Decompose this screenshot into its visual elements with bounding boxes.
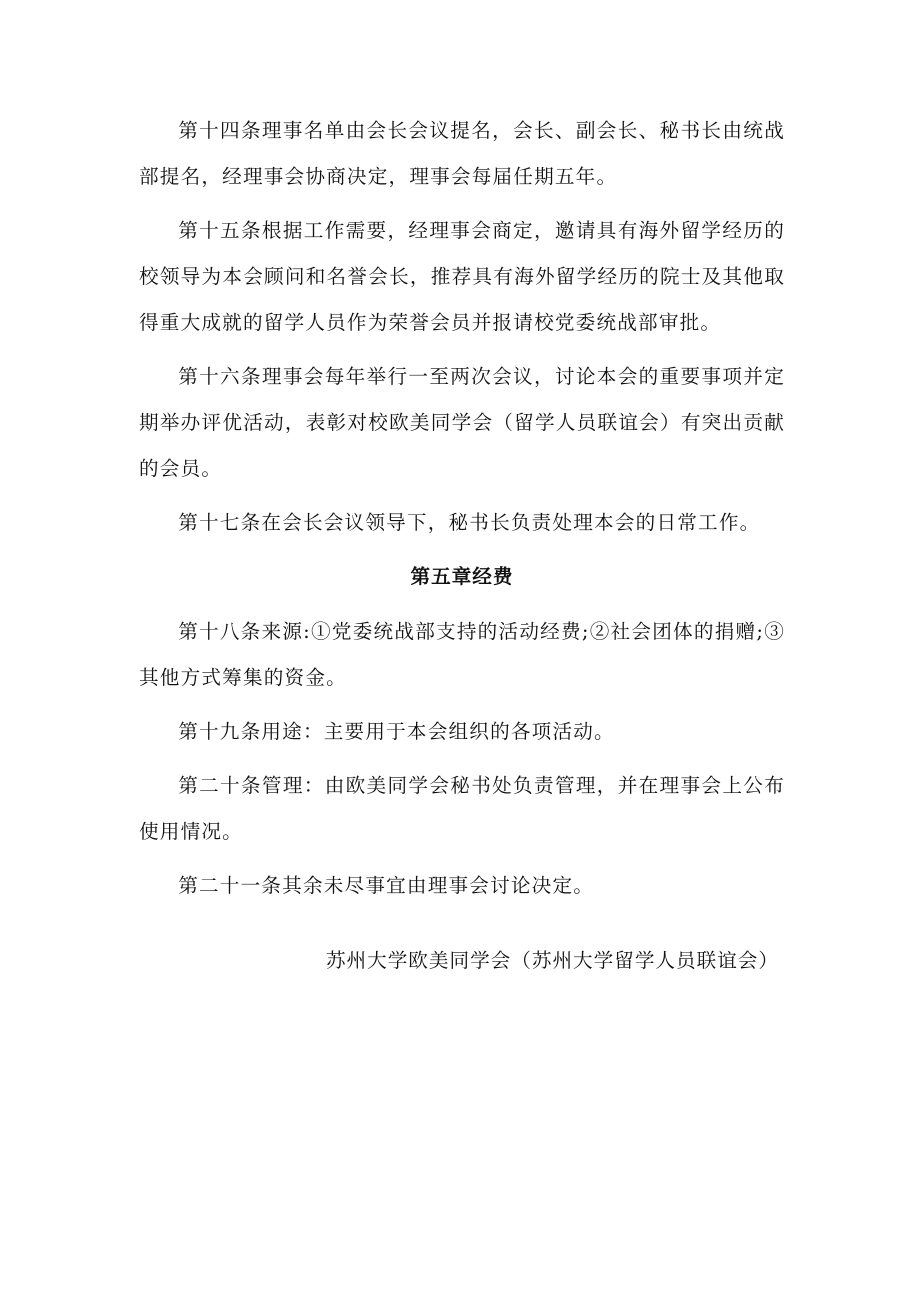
article-16: 第十六条理事会每年举行一至两次会议，讨论本会的重要事项并定期举办评优活动，表彰对校欧美同学会（留学人员联谊会）有突出贡献的会员。 bbox=[139, 365, 785, 480]
article-21: 第二十一条其余未尽事宜由理事会讨论决定。 bbox=[178, 874, 595, 897]
chapter-title: 第五章经费 bbox=[410, 565, 514, 588]
article-14: 第十四条理事名单由会长会议提名，会长、副会长、秘书长由统战部提名，经理事会协商决定，理事会每届任期五年。 bbox=[139, 119, 785, 188]
document-body bbox=[139, 108, 785, 917]
article-18: 第十八条来源:①党委统战部支持的活动经费;②社会团体的捐赠;③其他方式筹集的资金。 bbox=[139, 620, 785, 689]
article-19: 第十九条用途：主要用于本会组织的各项活动。 bbox=[178, 720, 615, 743]
article-17: 第十七条在会长会议领导下，秘书长负责处理本会的日常工作。 bbox=[178, 511, 761, 534]
organization-signature: 苏州大学欧美同学会（苏州大学留学人员联谊会） bbox=[325, 949, 779, 972]
article-20: 第二十条管理：由欧美同学会秘书处负责管理，并在理事会上公布使用情况。 bbox=[139, 774, 785, 843]
article-15: 第十五条根据工作需要，经理事会商定，邀请具有海外留学经历的校领导为本会顾问和名誉会长，推荐具有海外留学经历的院士及其他取得重大成就的留学人员作为荣誉会员并报请校党委统战部审批。 bbox=[139, 219, 785, 334]
